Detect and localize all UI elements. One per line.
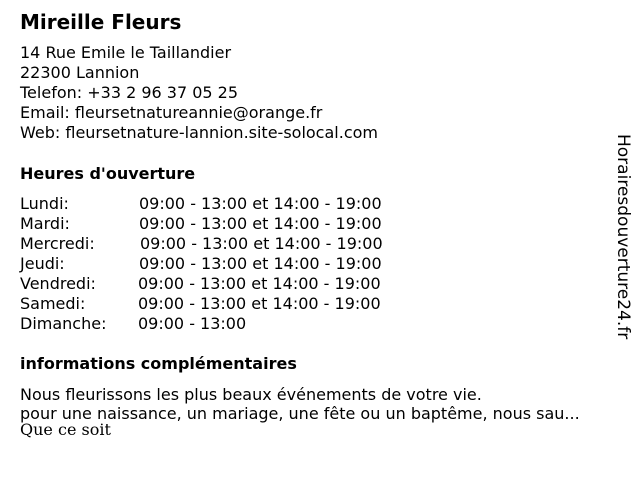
- hours-row: [20, 294, 440, 314]
- time-range: 09:00 - 13:00: [138, 314, 247, 333]
- phone-text: Telefon: +33 2 96 37 05 25: [20, 83, 239, 102]
- email-text: Email: fleursetnatureannie@orange.fr: [20, 103, 323, 122]
- day-label: Dimanche:: [20, 314, 107, 333]
- address-street: 14 Rue Emile le Taillandier: [20, 43, 232, 62]
- website-text: Web: fleursetnature-lannion.site-solocal.com: [20, 123, 378, 142]
- time-range: 09:00 - 13:00 et 14:00 - 19:00: [138, 294, 381, 313]
- info-text-line: pour une naissance, un mariage, une fête ou un baptême, nous sau...: [20, 404, 580, 423]
- contact-block: [20, 43, 378, 143]
- time-range: 09:00 - 13:00 et 14:00 - 19:00: [140, 234, 383, 253]
- hours-row: [20, 194, 440, 214]
- day-label: Mardi:: [20, 214, 70, 233]
- day-label: Jeudi:: [20, 254, 65, 273]
- day-label: Lundi:: [20, 194, 69, 213]
- hours-row: [20, 234, 440, 254]
- address-city: 22300 Lannion: [20, 63, 140, 82]
- hours-row: [20, 214, 440, 234]
- time-range: 09:00 - 13:00 et 14:00 - 19:00: [139, 254, 382, 273]
- hours-row: [20, 314, 440, 334]
- day-label: Mercredi:: [20, 234, 95, 253]
- day-label: Samedi:: [20, 294, 86, 313]
- info-text-line: Nous fleurissons les plus beaux événements de votre vie.: [20, 385, 482, 404]
- opening-hours-table: [20, 194, 440, 334]
- info-text-line: Que ce soit: [20, 420, 111, 439]
- time-range: 09:00 - 13:00 et 14:00 - 19:00: [139, 194, 382, 213]
- hours-row: [20, 274, 440, 294]
- hours-heading: Heures d'ouverture: [20, 164, 196, 183]
- day-label: Vendredi:: [20, 274, 96, 293]
- info-heading: informations complémentaires: [20, 354, 297, 373]
- time-range: 09:00 - 13:00 et 14:00 - 19:00: [139, 214, 382, 233]
- site-watermark: Horairesdouverture24.fr: [613, 134, 633, 340]
- hours-row: [20, 254, 440, 274]
- business-name: Mireille Fleurs: [20, 10, 182, 34]
- time-range: 09:00 - 13:00 et 14:00 - 19:00: [138, 274, 381, 293]
